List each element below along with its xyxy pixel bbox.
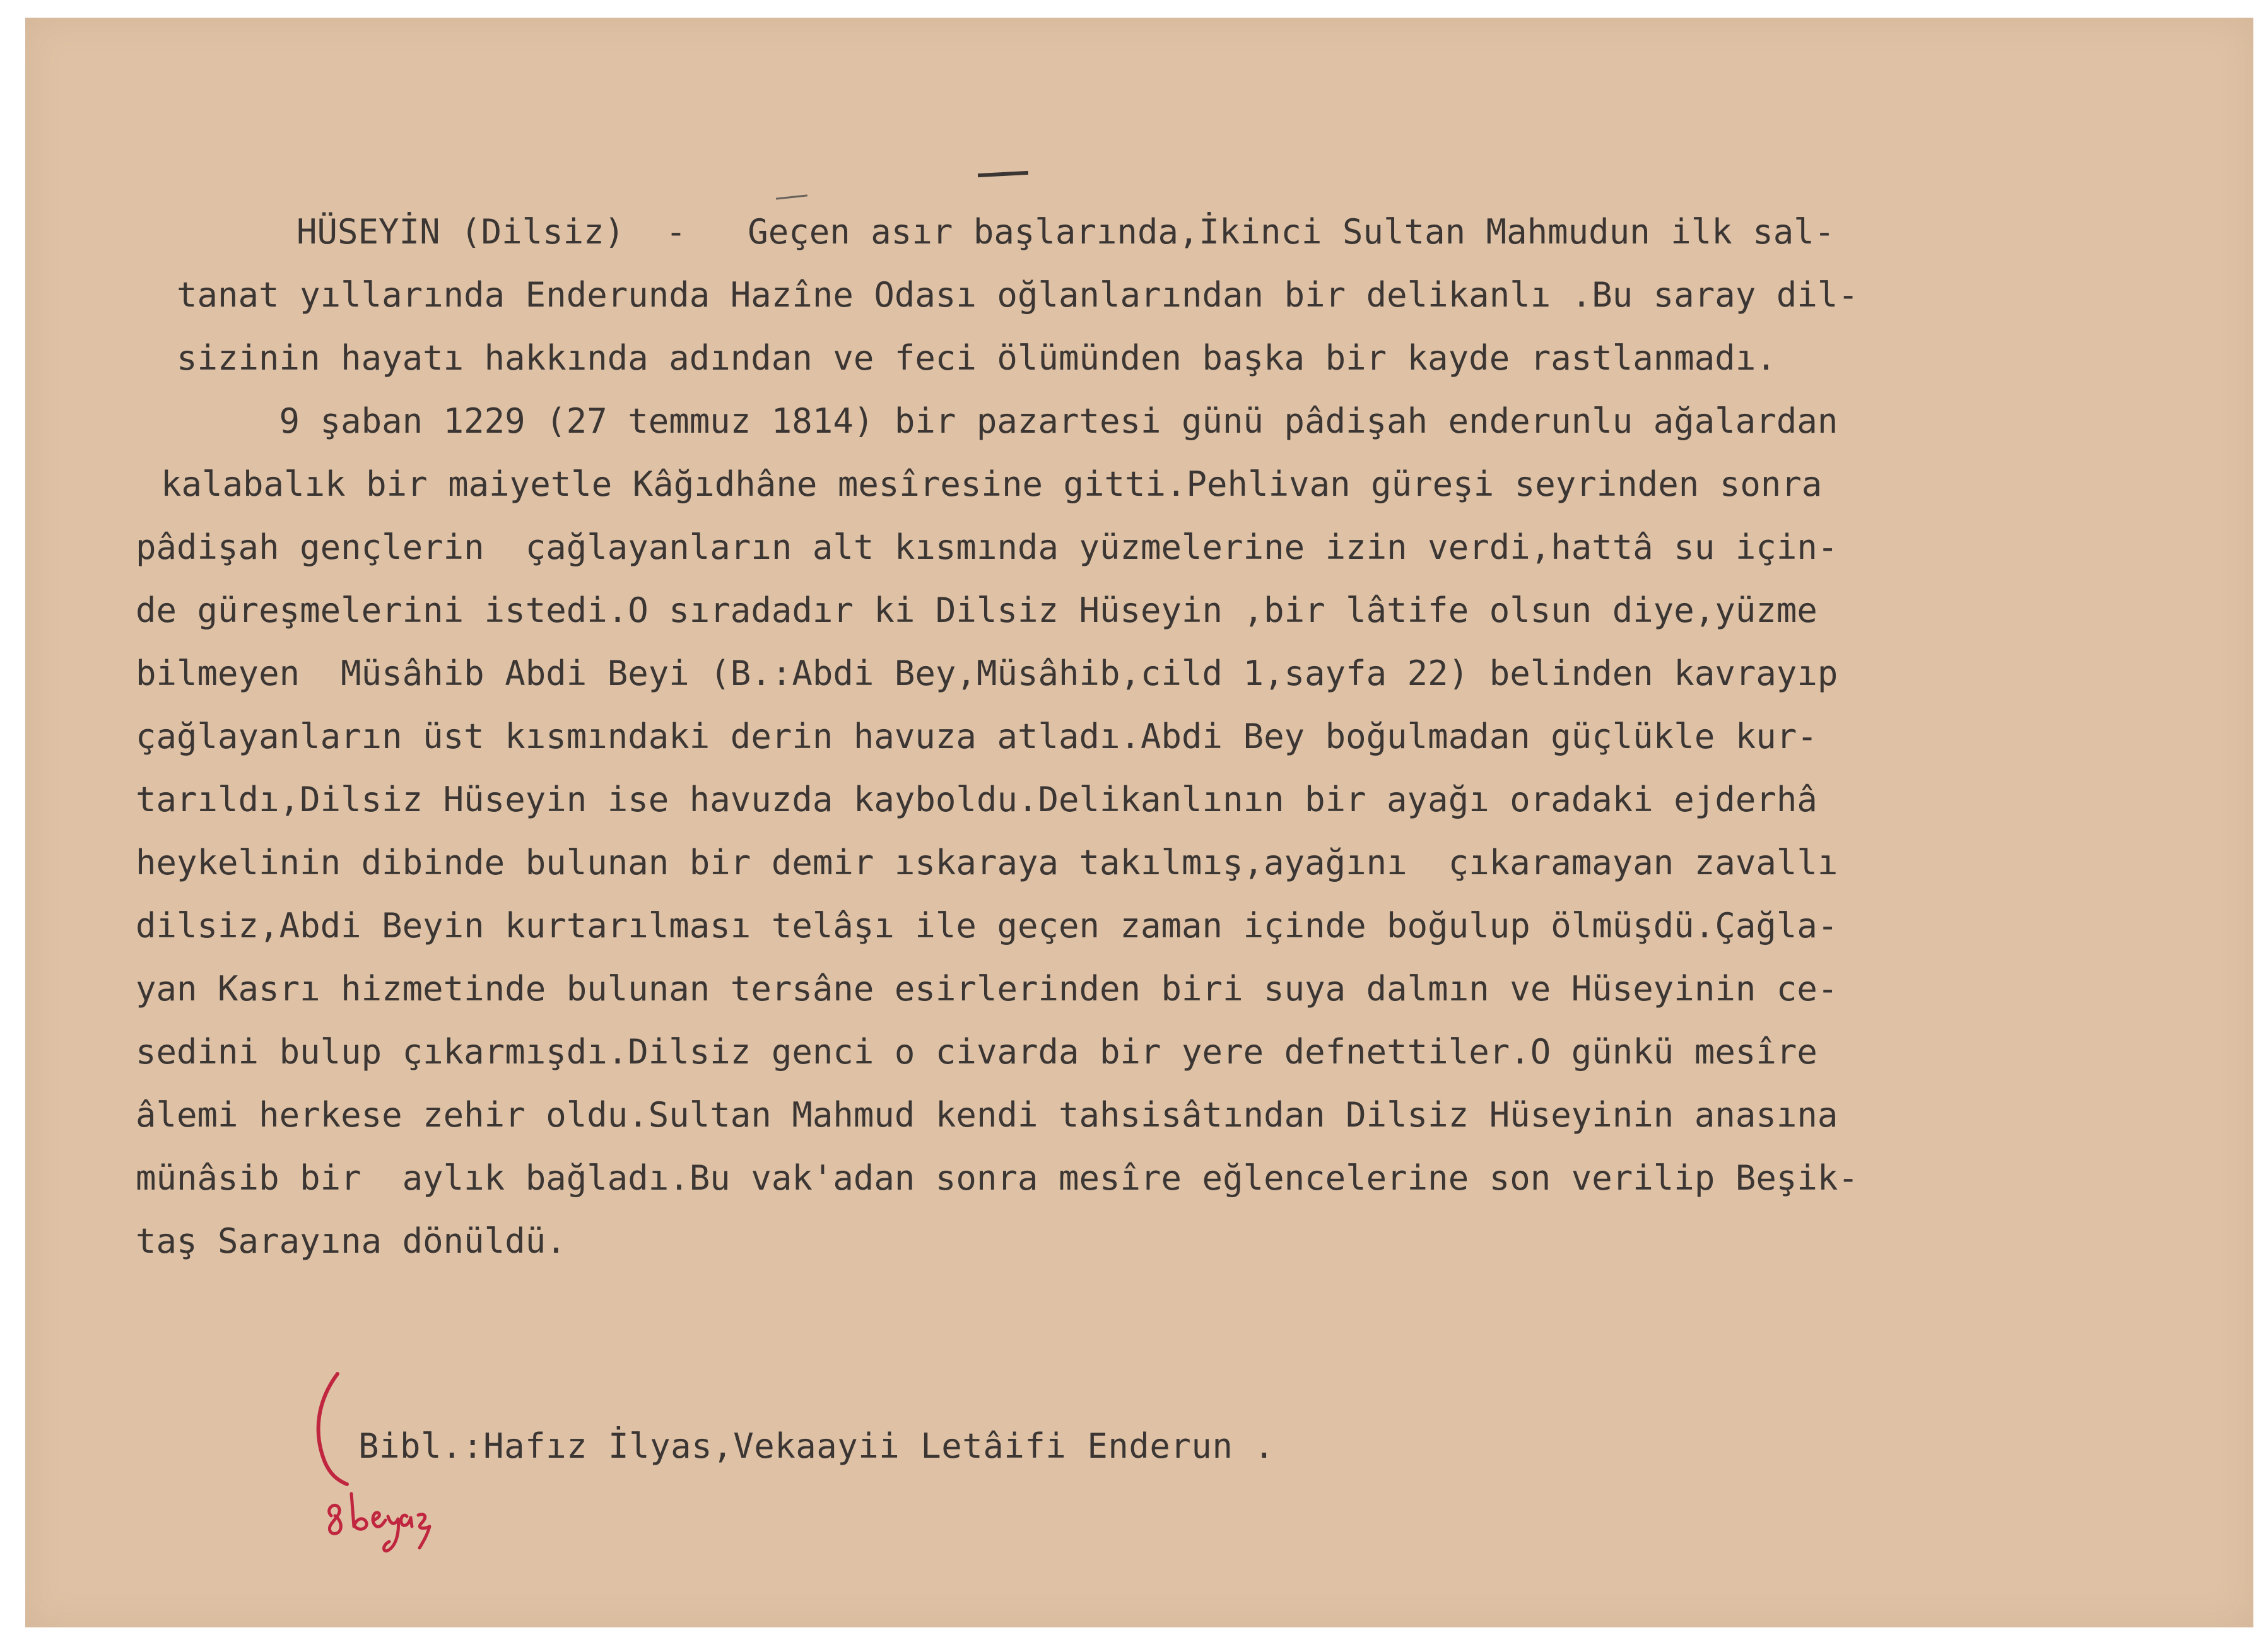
archive-card (25, 18, 2253, 1627)
text-line-14: sedini bulup çıkarmışdı.Dilsiz genci o civarda bir yere defnettiler.O günkü mesîre (136, 1032, 1817, 1072)
text-line-11: heykelinin dibinde bulunan bir demir ıskaraya takılmış,ayağını çıkaramayan zavallı (136, 843, 1838, 882)
red-handwritten-annotation (312, 1361, 476, 1576)
text-line-1: HÜSEYİN (Dilsiz) - Geçen asır başlarında,İkinci Sultan Mahmudun ilk sal- (296, 212, 1835, 252)
text-line-4: 9 şaban 1229 (27 temmuz 1814) bir pazartesi günü pâdişah enderunlu ağalardan (218, 401, 1838, 441)
handwritten-note-8-beyaz (329, 1494, 430, 1551)
text-line-15: âlemi herkese zehir oldu.Sultan Mahmud kendi tahsisâtından Dilsiz Hüseyinin anasına (136, 1095, 1838, 1135)
typed-mark (978, 171, 1028, 177)
text-line-10: tarıldı,Dilsiz Hüseyin ise havuzda kayboldu.Delikanlının bir ayağı oradaki ejderhâ (136, 780, 1817, 819)
text-line-13: yan Kasrı hizmetinde bulunan tersâne esirlerinden biri suya dalmın ve Hüseyinin ce- (136, 969, 1838, 1009)
text-line-7: de güreşmelerini istedi.O sıradadır ki Dilsiz Hüseyin ,bir lâtife olsun diye,yüzme (136, 590, 1817, 630)
text-line-3: sizinin hayatı hakkında adından ve feci ölümünden başka bir kayde rastlanmadı. (177, 338, 1776, 378)
text-line-6: pâdişah gençlerin çağlayanların alt kısmında yüzmelerine izin verdi,hattâ su için- (136, 527, 1838, 567)
text-line-8: bilmeyen Müsâhib Abdi Beyi (B.:Abdi Bey,Müsâhib,cild 1,sayfa 22) belinden kavrayıp (136, 653, 1838, 693)
text-line-17: taş Sarayına dönüldü. (136, 1221, 566, 1261)
red-bracket (319, 1374, 347, 1484)
text-line-2: tanat yıllarında Enderunda Hazîne Odası oğlanlarından bir delikanlı .Bu saray dil- (177, 275, 1858, 315)
text-line-16: münâsib bir aylık bağladı.Bu vak'adan sonra mesîre eğlencelerine son verilip Beşik- (136, 1158, 1858, 1198)
bibliography-line: Bibl.:Hafız İlyas,Vekaayii Letâifi Enderun . (358, 1426, 1275, 1466)
text-line-12: dilsiz,Abdi Beyin kurtarılması telâşı ile geçen zaman içinde boğulup ölmüşdü.Çağla- (136, 906, 1838, 946)
text-line-9: çağlayanların üst kısmındaki derin havuza atladı.Abdi Bey boğulmadan güçlükle kur- (136, 717, 1817, 756)
typed-mark-faint (776, 194, 807, 199)
text-line-5: kalabalık bir maiyetle Kâğıdhâne mesîresine gitti.Pehlivan güreşi seyrinden sonra (161, 464, 1823, 504)
